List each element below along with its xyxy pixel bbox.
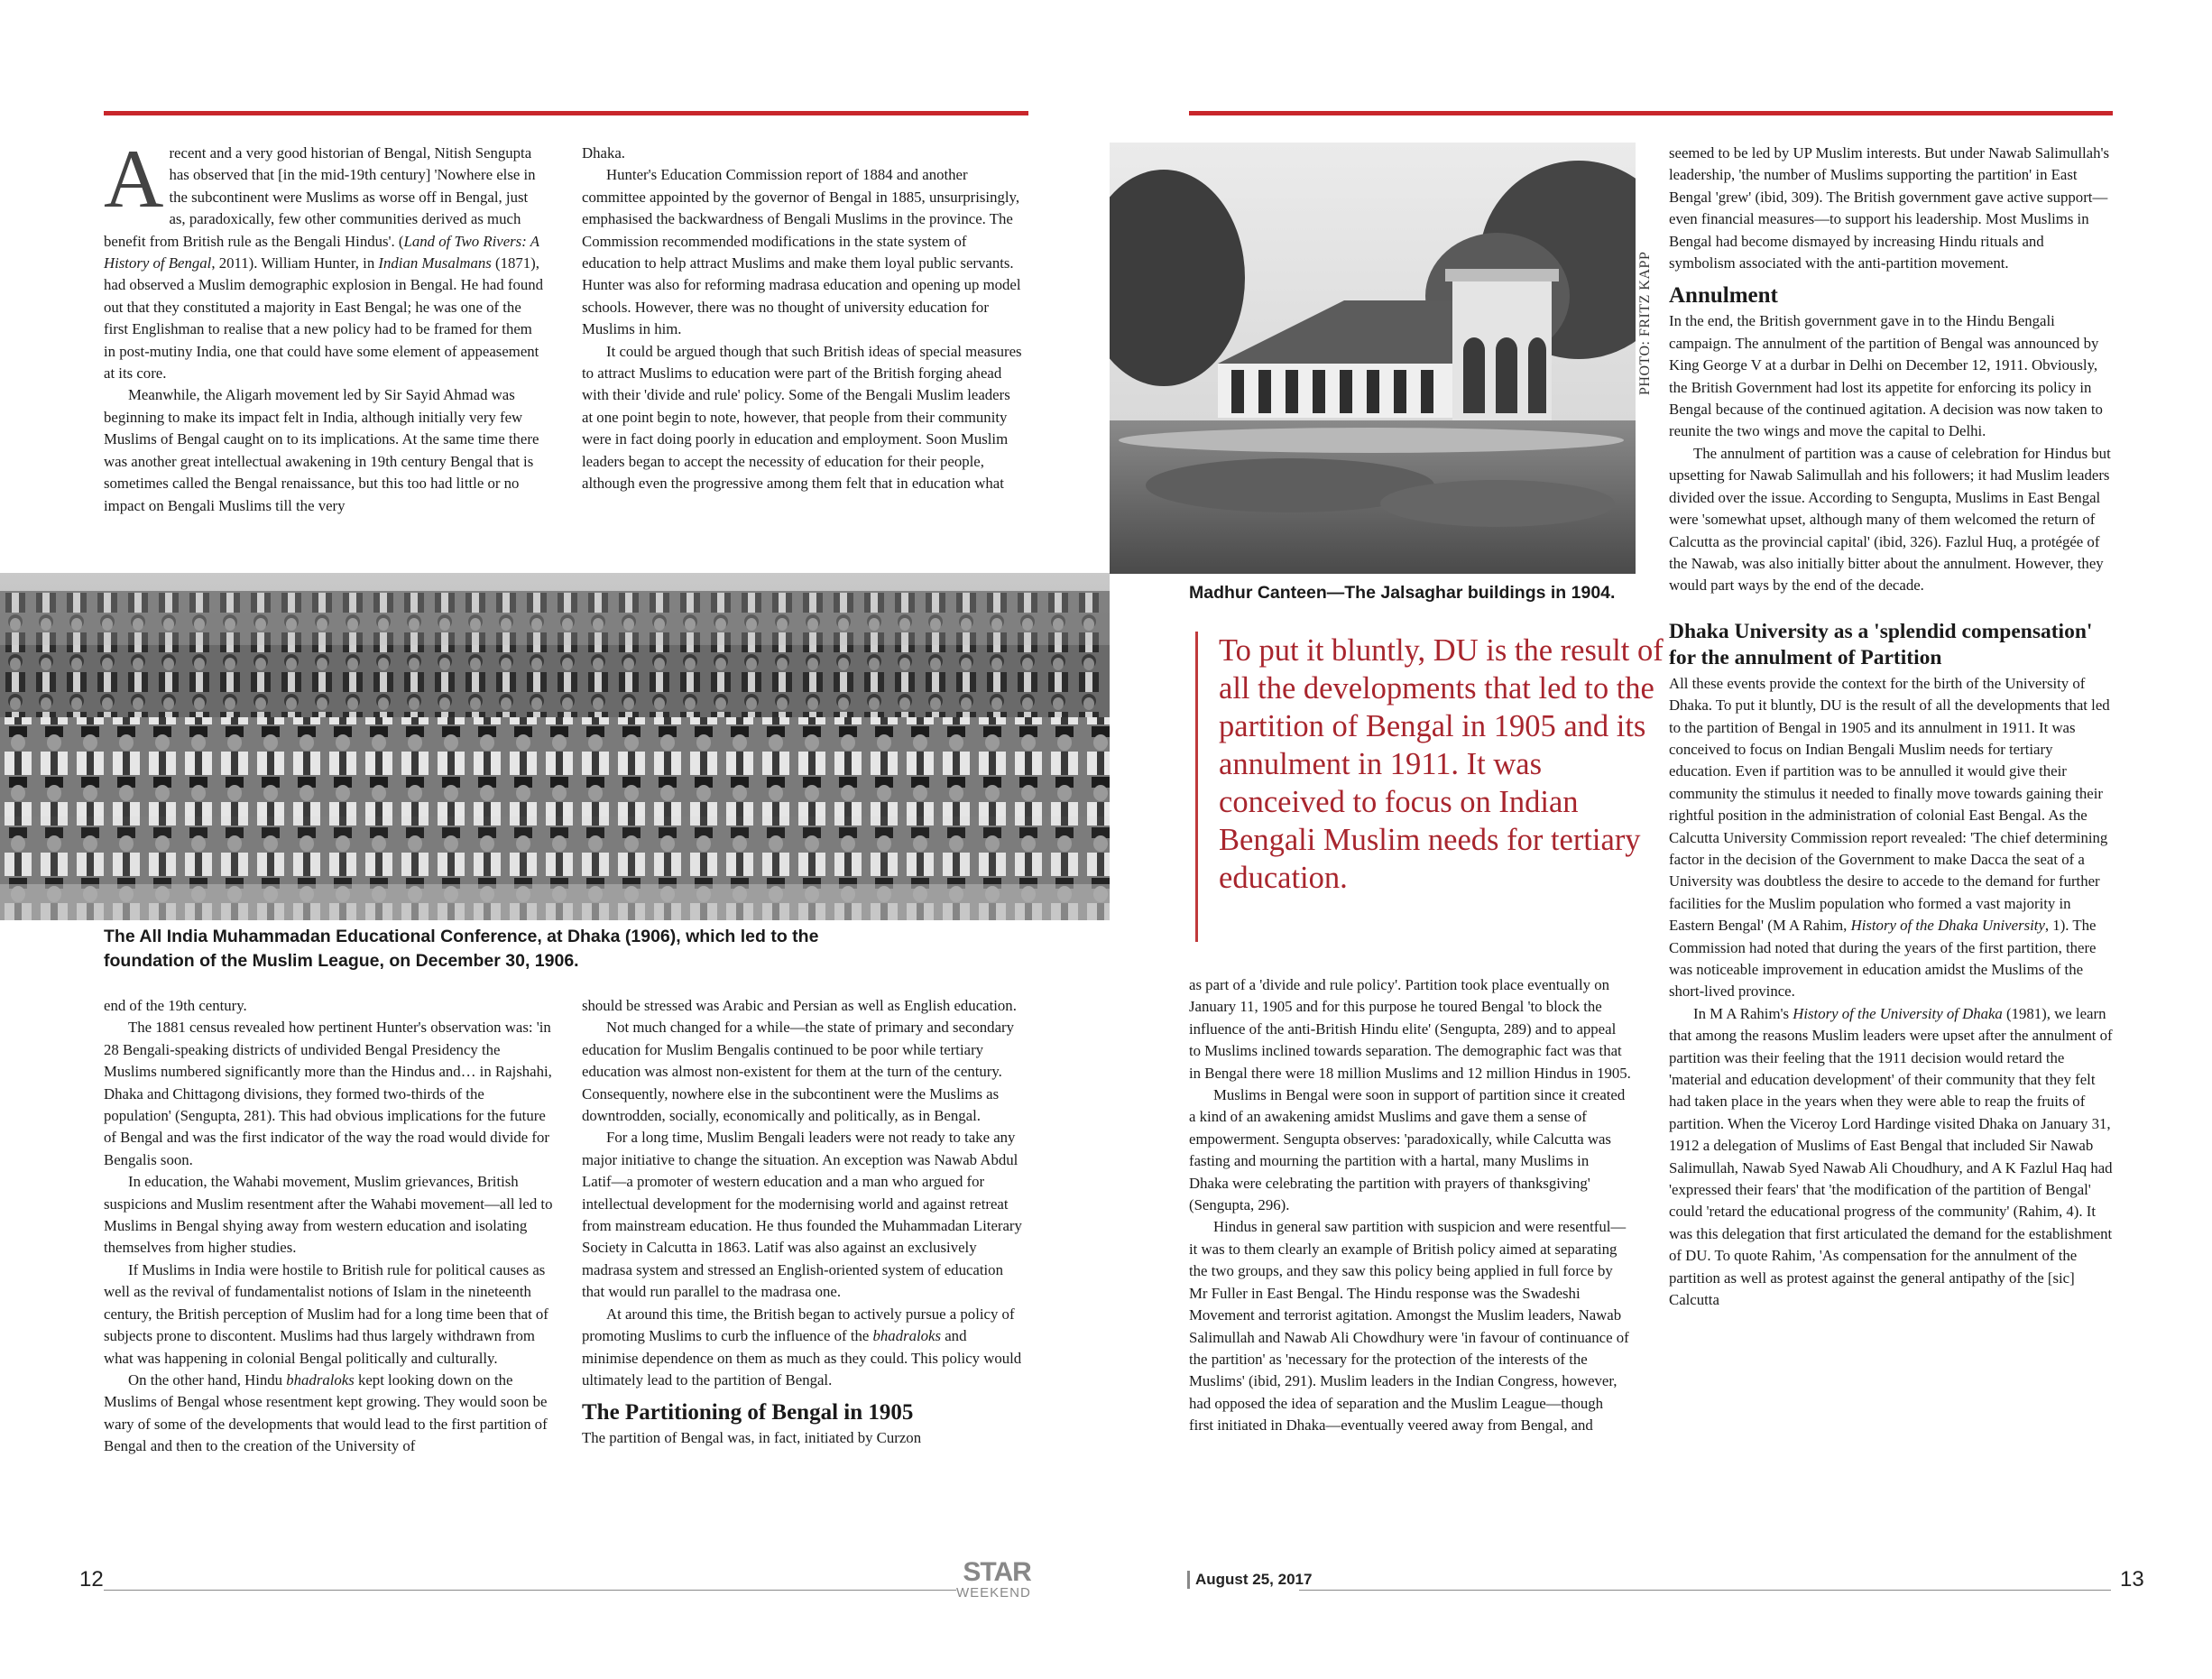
left-col2-top [582, 143, 1022, 495]
paragraph: On the other hand, Hindu bhadraloks kept looking down on the Muslims of Bengal whose resentment kept growing. They would soon be wary of some of the developments that would lead to the first partition of Bengal and then to the creation of the University of [104, 1370, 548, 1455]
pull-quote: To put it bluntly, DU is the result of all the developments that led to the partition of Bengal in 1905 and its annulment in 1911. It was conceived to focus on Indian Bengali Muslim needs for tertiary education. [1195, 632, 1670, 942]
right-col4 [1669, 143, 2113, 1312]
drop-cap: A [104, 133, 164, 225]
jalsaghar-illustration [1110, 143, 1636, 574]
right-footer-rule [1299, 1590, 2111, 1591]
left-top-rule [104, 111, 1028, 115]
page-number-left: 12 [79, 1567, 104, 1591]
intro-paragraph: A recent and a very good historian of Bengal, Nitish Sengupta has observed that [in the mid-19th century] 'Nowhere else in the subcontinent were Muslims as worse off in Bengal, just as, paradoxically, few other communities derived as much benefit from British rule as the Bengali Hindus'. (Land of Two Rivers: A History of Bengal, 2011). William Hunter, in Indian Musalmans (1871), had observed a Muslim demographic explosion in Bengal. He had found out that they constituted a majority in East Bengal; he was one of the first Englishman to realise that a new policy had to be framed for them in post-mutiny India, one that could have some element of appeasement at its core. [104, 133, 544, 383]
section-heading-dhaka-university: Dhaka University as a 'splendid compensation' for the annulment of Partition [1669, 619, 2093, 669]
page-number-right: 13 [2120, 1567, 2144, 1591]
brand-weekend: WEEKEND [956, 1585, 1031, 1601]
paragraph: At around this time, the British began to actively pursue a policy of promoting Muslims to curb the influence of the bhadraloks and minimise dependence on them as much as they could. This policy would ultimately lead to the partition of Bengal. [582, 1305, 1022, 1388]
right-col3 [1189, 974, 1631, 1437]
paragraph: In M A Rahim's History of the University of Dhaka (1981), we learn that among the reasons Muslim leaders were upset after the annulment of partition was their feeling that the 1911 decision would retard the 'material and education development' of their community that they felt had taken place in the years when they were able to reap the fruits of partition. When the Viceroy Lord Hardinge visited Dhaka on January 31, 1912 a delegation of Muslims of East Bengal that included Sir Nawab Salimullah, Nawab Syed Nawab Ali Choudhury, and A K Fazlul Haq had 'expressed their fears' that 'the modification of the partition of Bengal' could 'retard the educational progress of the community' (Rahim, 4). It was this delegation that first articulated the demand for the establishment of DU. To quote Rahim, 'As compensation for the annulment of the partition as well as protest against the general antipathy of the [sic] Calcutta [1669, 1004, 2113, 1309]
group-photo-caption: The All India Muhammadan Educational Conference, at Dhaka (1906), which led to the foundation of the Muslim League, on December 30, 1906. [104, 927, 819, 971]
left-footer-rule [104, 1590, 956, 1591]
paragraph: Muslims in Bengal were soon in support of partition since it created a kind of an awakening amidst Muslims and gave them a sense of empowerment. Sengupta observes: 'paradoxically, while Calcutta was fasting and mourning the partition with a hartal, many Muslims in Dhaka were celebrating the partition with prayers of thanksgiving' (Sengupta, 296). [1189, 1086, 1626, 1214]
star-weekend-logo [956, 1559, 1031, 1600]
paragraph: end of the 19th century. [104, 997, 247, 1014]
paragraph: In education, the Wahabi movement, Muslim grievances, British suspicions and Muslim resentment after the Wahabi movement—all led to Muslims in Bengal shying away from western education and isolating themselves from higher studies. [104, 1173, 553, 1257]
paragraph: as part of a 'divide and rule policy'. Partition took place eventually on January 11, 1905 and for this purpose he toured Bengal 'to block the influence of the anti-British Hindu elite' (Sengupta, 289) and to appeal to Muslims inclined towards separation. The demographic fact was that in Bengal there were 18 million Muslims and 12 million Hindus in 1905. [1189, 976, 1631, 1082]
paragraph: The 1881 census revealed how pertinent Hunter's observation was: 'in 28 Bengali-speaking districts of undivided Bengal Presidency the Muslims numbered significantly more than the Hindus and… in Rajshahi, Dhaka and Chittagong divisions, they formed two-thirds of the population' (Sengupta, 281). This had obvious implications for the future of Bengal and was the first indicator of the way the road would divide for Bengalis soon. [104, 1019, 552, 1168]
paragraph: The partition of Bengal was, in fact, initiated by Curzon [582, 1429, 922, 1447]
paragraph: Not much changed for a while—the state of primary and secondary education for Muslim Bengalis continued to be poor while tertiary education was almost non-existent for them at the turn of the century. Consequently, nowhere else in the subcontinent were the Muslims as downtrodden, socially, economically and politically, as in Bengal. [582, 1019, 1015, 1125]
section-heading-annulment: Annulment [1669, 283, 1778, 309]
paragraph: Meanwhile, the Aligarh movement led by Sir Sayid Ahmad was beginning to make its impact felt in India, although initially very few Muslims of Bengal caught on to its implications. At the same time there was another great intellectual awakening in 19th century Bengal that is sometimes called the Bengal renaissance, but this too had little or no impact on Bengali Muslims till the very [104, 386, 539, 514]
paragraph: Dhaka. [582, 144, 625, 161]
right-top-rule [1189, 111, 2113, 115]
paragraph: In the end, the British government gave in to the Hindu Bengali campaign. The annulment of the partition of Bengal was announced by King George V at a durbar in Delhi on December 12, 1911. Obviously, the British Government had lost its appetite for enforcing its policy in Bengal because of the continued agitation. A decision was now taken to reunite the two wings and move the capital to Delhi. [1669, 312, 2103, 440]
paragraph: Hunter's Education Commission report of 1884 and another committee appointed by the governor of Bengal in 1885, unsurprisingly, emphasised the backwardness of Bengali Muslims in the province. The Commission recommended modifications in the state system of education to help attract Muslims and make them loyal public servants. Hunter was also for reforming madrasa education and opening up model schools. However, there was no thought of university education for Muslims in him. [582, 166, 1021, 338]
paragraph: It could be argued though that such British ideas of special measures to attract Muslims to education were part of the British forging ahead with their 'divide and rule' policy. Some of the Bengali Muslim leaders at one point begin to note, however, that people from their community were in fact doing poorly in education and employment. Soon Muslim leaders began to accept the necessity of education for their people, although even the progressive among them felt that in education what [582, 342, 1022, 493]
paragraph: The annulment of partition was a cause of celebration for Hindus but upsetting for Nawab Salimullah and his followers; it had Muslim leaders divided over the issue. According to Sengupta, Muslims in East Bengal were 'somewhat upset, although many of them welcomed the return of Calcutta as the provincial capital' (ibid, 326). Fazlul Huq, a protégée of the Nawab, was also initially bitter about the annulment. However, they would part ways by the end of the decade. [1669, 444, 2111, 595]
paragraph: Hindus in general saw partition with suspicion and were resentful—it was to them clearly an example of British policy aimed at separating the two groups, and they saw this policy being applied in full force by Mr Fuller in East Bengal. The Hindu response was the Swadeshi Movement and terrorist agitation. Amongst the Muslim leaders, Nawab Salimullah and Nawab Ali Chowdhury were 'in favour of continuance of the partition' as 'necessary for the protection of the interests of the Muslims' (ibid, 291). Muslim leaders in the Indian Congress, however, had opposed the idea of separation and the Muslim League—though first initiated in Dhaka—eventually veered away from Bengal, and [1189, 1218, 1629, 1435]
brand-star: STAR [963, 1557, 1031, 1587]
jalsaghar-photo [1110, 143, 1636, 574]
paragraph: All these events provide the context for the birth of the University of Dhaka. To put it bluntly, DU is the result of all the developments that led to the partition of Bengal in 1905 and its annulment in 1911. It was conceived to focus on Indian Bengali Muslim needs for tertiary education. Even if partition was to be annulled it would give their community the stimulus it needed to finally move towards gaining their rightful position in the administration of colonial East Bengal. As the Calcutta University Commission report revealed: 'The chief determining factor in the decision of the Government to make Dacca the seat of a University was doubtless the desire to accede to the demand for further facilities for the Muslim population who formed a vast majority in Eastern Bengal' (M A Rahim, History of the Dhaka University, 1). The Commission had noted that during the years of the first partition, there was noticeable improvement in education amidst the Muslims of the short-lived province. [1669, 674, 2110, 1001]
left-col1-bottom [104, 995, 553, 1458]
photo-credit: PHOTO: FRITZ KAPP [1637, 251, 1653, 395]
paragraph: should be stressed was Arabic and Persian as well as English education. [582, 997, 1017, 1014]
jalsaghar-caption: Madhur Canteen—The Jalsaghar buildings in 1904. [1189, 583, 1616, 603]
left-col1-top [104, 133, 544, 517]
paragraph: If Muslims in India were hostile to British rule for political causes as well as the revival of fundamentalist notions of Islam in the nineteenth century, the British perception of Muslim had for a long time been that of subjects prone to discontent. Muslims had thus largely withdrawn from what was happening in colonial Bengal politically and culturally. [104, 1260, 548, 1367]
conference-group-photo [0, 573, 1110, 920]
group-photo-illustration [0, 573, 1110, 920]
paragraph: seemed to be led by UP Muslim interests. But under Nawab Salimullah's leadership, 'the number of Muslims supporting the partition' in East Bengal 'grew' (ibid, 309). The British government gave active support—even financial measures—to support his leadership. Most Muslims in Bengal had become dismayed by increasing Hindu rituals and symbolism associated with the anti-partition movement. [1669, 144, 2110, 272]
left-col2-bottom [582, 995, 1022, 1450]
issue-date: August 25, 2017 [1187, 1571, 1312, 1589]
section-heading-partition: The Partitioning of Bengal in 1905 [582, 1400, 914, 1425]
paragraph: For a long time, Muslim Bengali leaders were not ready to take any major initiative to change the situation. An exception was Nawab Abdul Latif—a promoter of western education and a man who argued for intellectual development for the modernising world and against retreat from mainstream education. He thus founded the Muhammadan Literary Society in Calcutta in 1863. Latif was also against an exclusively madrasa system and stressed an English-oriented system of education that would run parallel to the madrasa one. [582, 1129, 1022, 1301]
